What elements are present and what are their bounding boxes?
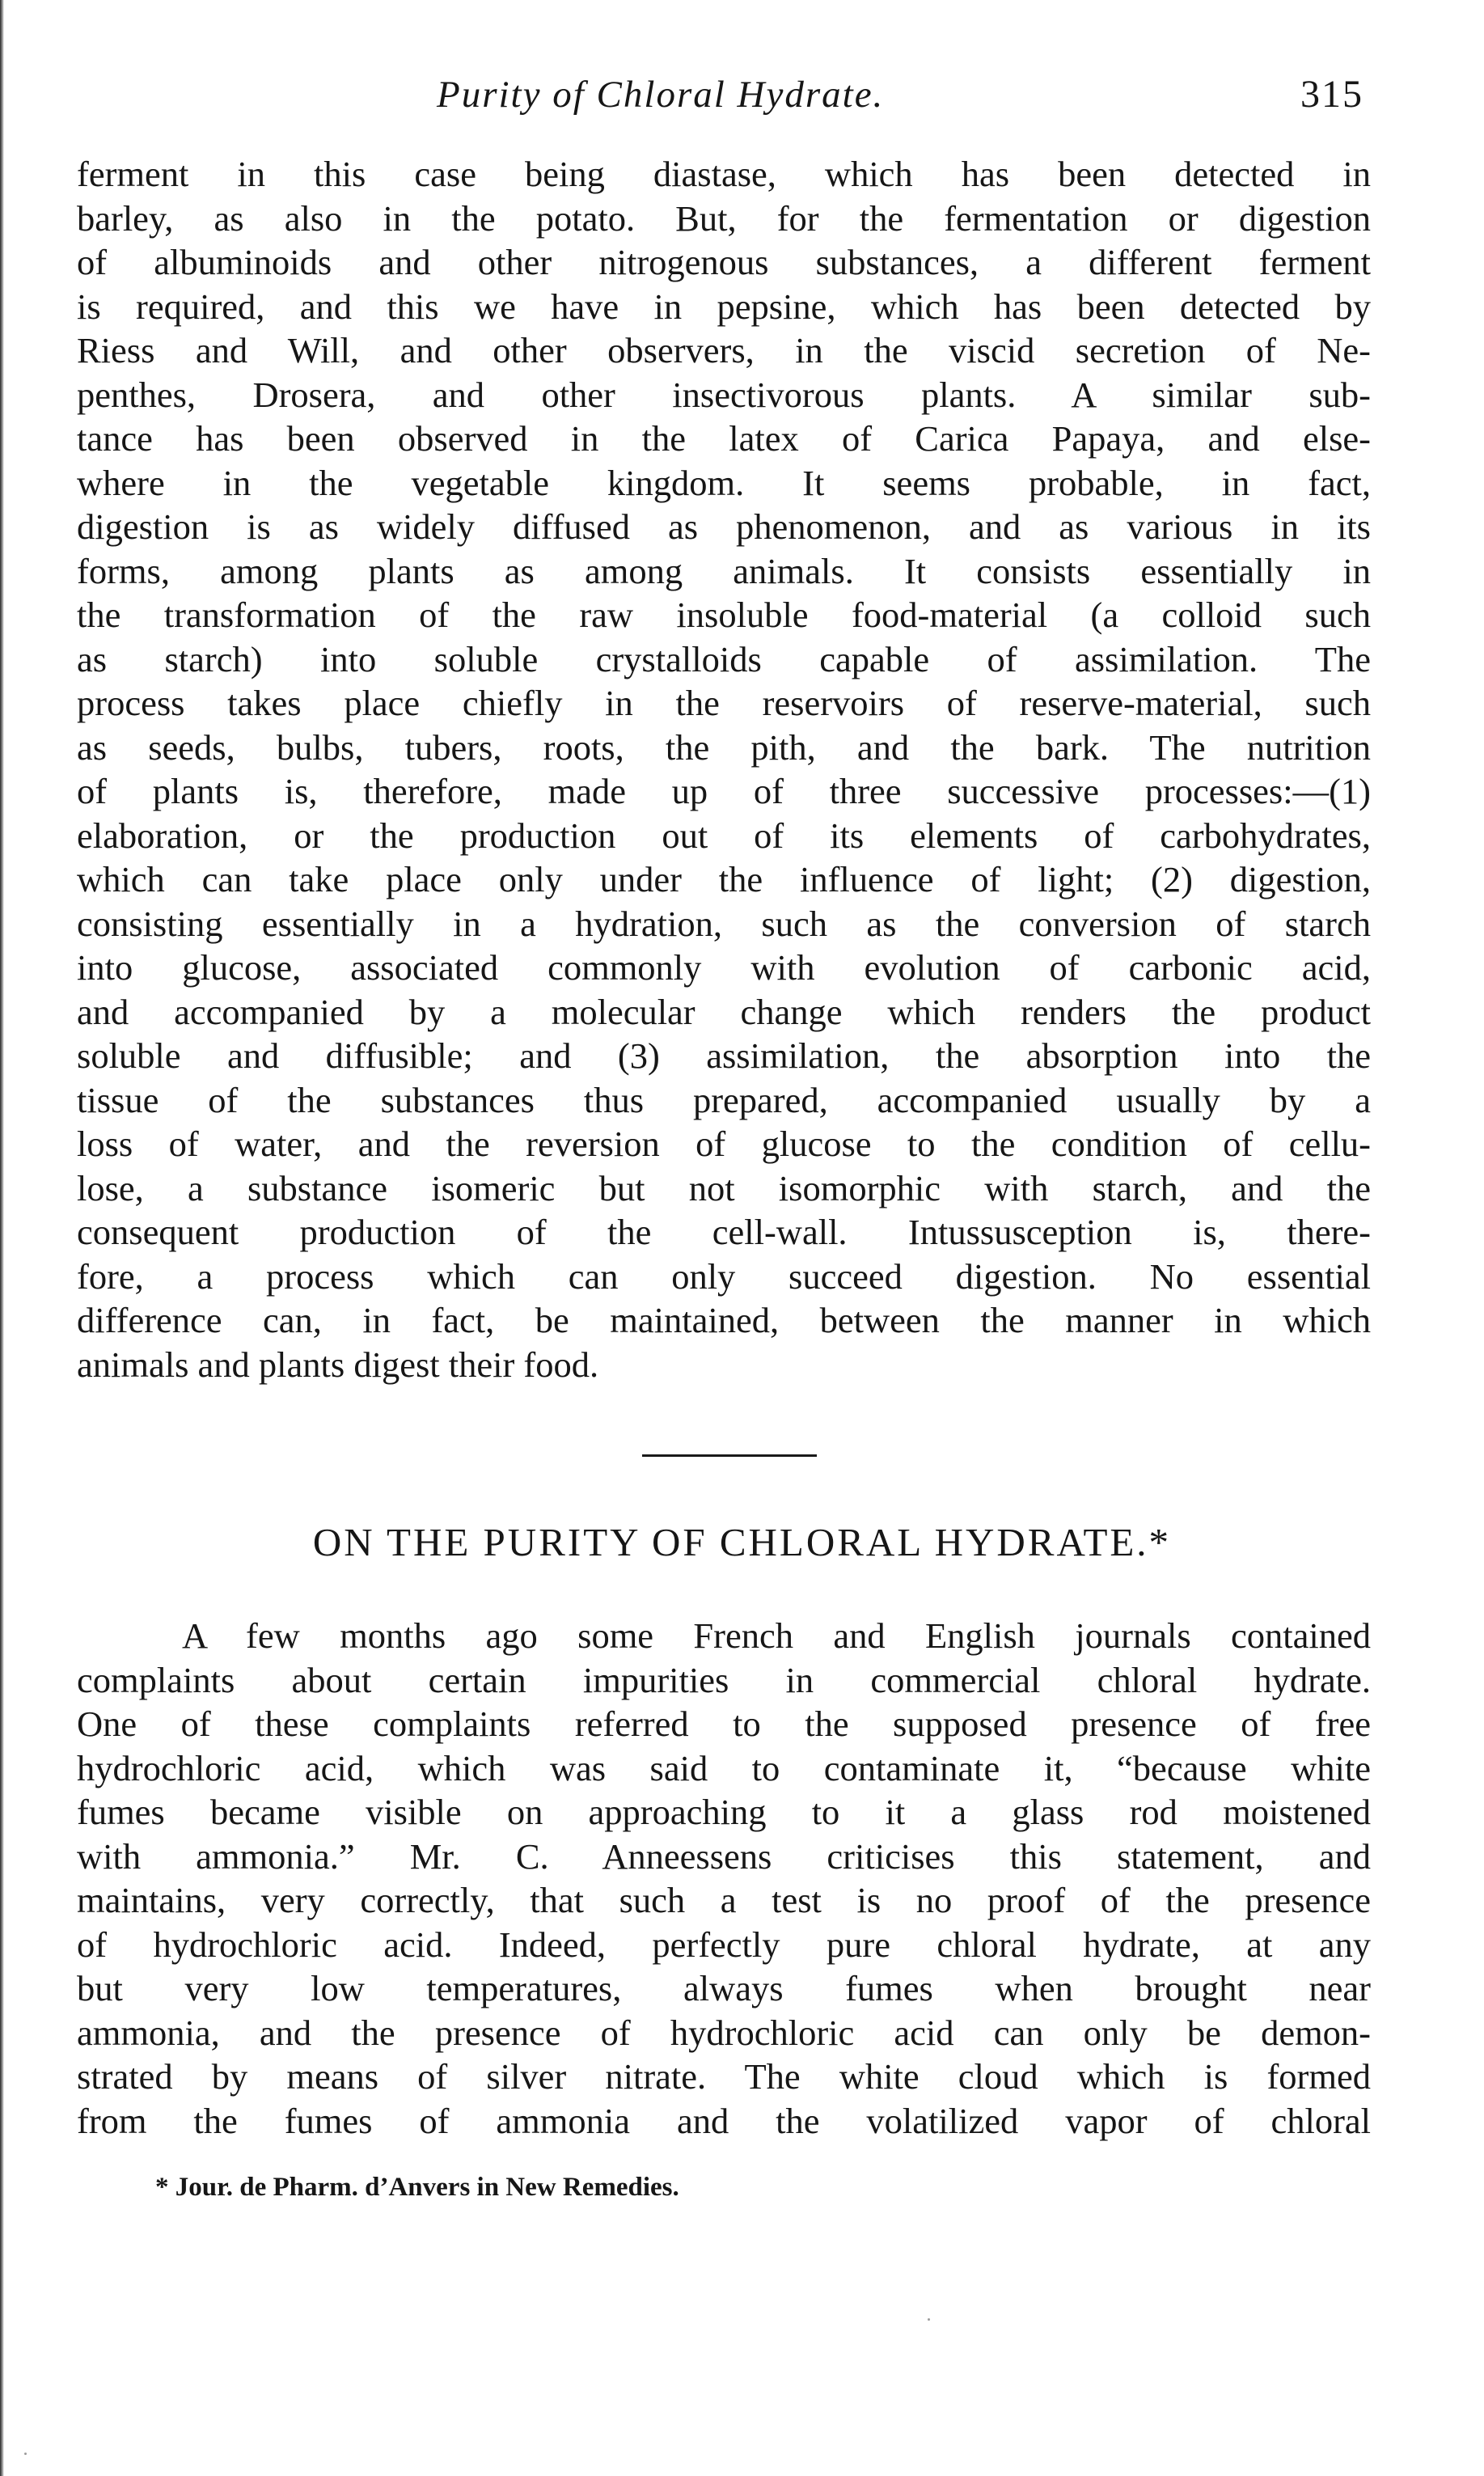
text-line: as starch) into soluble crystalloids capable of assimilation. The: [77, 638, 1371, 679]
text-line: animals and plants digest their food.: [77, 1344, 599, 1385]
text-line: fumes became visible on approaching to it a glass rod moistened: [77, 1792, 1371, 1832]
text-line: penthes, Drosera, and other insectivorous plants. A similar sub-: [77, 374, 1371, 415]
preceding-paragraph: [77, 152, 1371, 1386]
text-line: the transformation of the raw insoluble food-material (a colloid such: [77, 595, 1371, 635]
text-line: and accompanied by a molecular change which renders the product: [77, 991, 1371, 1032]
text-line: into glucose, associated commonly with evolution of carbonic acid,: [77, 947, 1371, 988]
text-line: strated by means of silver nitrate. The white cloud which is formed: [77, 2056, 1371, 2097]
text-line: of plants is, therefore, made up of three successive processes:—(1): [77, 771, 1371, 811]
text-line: hydrochloric acid, which was said to contaminate it, “because white: [77, 1747, 1371, 1788]
text-line: ammonia, and the presence of hydrochloric acid can only be demon-: [77, 2012, 1371, 2053]
article-heading: ON THE PURITY OF CHLORAL HYDRATE.*: [312, 1520, 1172, 1564]
text-line: consisting essentially in a hydration, such as the conversion of starch: [77, 903, 1371, 944]
paper-speck: [928, 2318, 930, 2321]
section-divider: [642, 1454, 817, 1457]
running-header: [0, 66, 1484, 123]
text-line: of hydrochloric acid. Indeed, perfectly pure chloral hydrate, at any: [77, 1924, 1371, 1965]
paper-speck: [24, 2453, 27, 2455]
text-line: soluble and diffusible; and (3) assimilation, the absorption into the: [77, 1035, 1371, 1076]
text-line: of albuminoids and other nitrogenous substances, a different ferment: [77, 242, 1371, 282]
page-number: 315: [1300, 73, 1364, 116]
text-line: tissue of the substances thus prepared, accompanied usually by a: [77, 1079, 1371, 1120]
text-line: barley, as also in the potato. But, for the fermentation or digestion: [77, 197, 1371, 239]
text-line: One of these complaints referred to the supposed presence of free: [77, 1704, 1371, 1744]
text-line: consequent production of the cell-wall. Intussusception is, there-: [77, 1212, 1371, 1252]
text-line: maintains, very correctly, that such a test is no proof of the presence: [77, 1880, 1371, 1920]
text-line: from the fumes of ammonia and the volatilized vapor of chloral: [77, 2100, 1371, 2141]
text-line: which can take place only under the influence of light; (2) digestion,: [77, 859, 1371, 899]
text-line: but very low temperatures, always fumes when brought near: [77, 1968, 1371, 2008]
text-line: complaints about certain impurities in commercial chloral hydrate.: [77, 1659, 1371, 1700]
article-paragraph: [77, 1614, 1371, 2143]
text-line: forms, among plants as among animals. It consists essentially in: [77, 550, 1371, 591]
text-line: elaboration, or the production out of its elements of carbohydrates,: [77, 815, 1371, 856]
text-line: lose, a substance isomeric but not isomorphic with starch, and the: [77, 1167, 1371, 1208]
text-line: digestion is as widely diffused as phenomenon, and as various in its: [77, 506, 1371, 547]
text-line: where in the vegetable kingdom. It seems probable, in fact,: [77, 462, 1371, 503]
text-line: is required, and this we have in pepsine, which has been detected by: [77, 286, 1371, 327]
page-edge-shadow: [0, 0, 4, 2476]
text-line: fore, a process which can only succeed digestion. No essential: [77, 1255, 1371, 1297]
text-line: tance has been observed in the latex of Carica Papaya, and else-: [77, 418, 1371, 459]
text-line: A few months ago some French and English journals contained: [182, 1615, 1371, 1656]
text-line: ferment in this case being diastase, which has been detected in: [77, 154, 1371, 194]
text-line: process takes place chiefly in the reservoirs of reserve-material, such: [77, 683, 1371, 723]
running-title: Purity of Chloral Hydrate.: [437, 74, 885, 116]
text-line: with ammonia.” Mr. C. Anneessens criticises this statement, and: [77, 1835, 1371, 1877]
footnote: * Jour. de Pharm. d’Anvers in New Remedies.: [155, 2173, 679, 2202]
text-line: Riess and Will, and other observers, in the viscid secretion of Ne-: [77, 330, 1371, 370]
text-line: difference can, in fact, be maintained, between the manner in which: [77, 1300, 1371, 1340]
text-line: loss of water, and the reversion of glucose to the condition of cellu-: [77, 1124, 1371, 1164]
text-line: as seeds, bulbs, tubers, roots, the pith, and the bark. The nutrition: [77, 726, 1371, 768]
